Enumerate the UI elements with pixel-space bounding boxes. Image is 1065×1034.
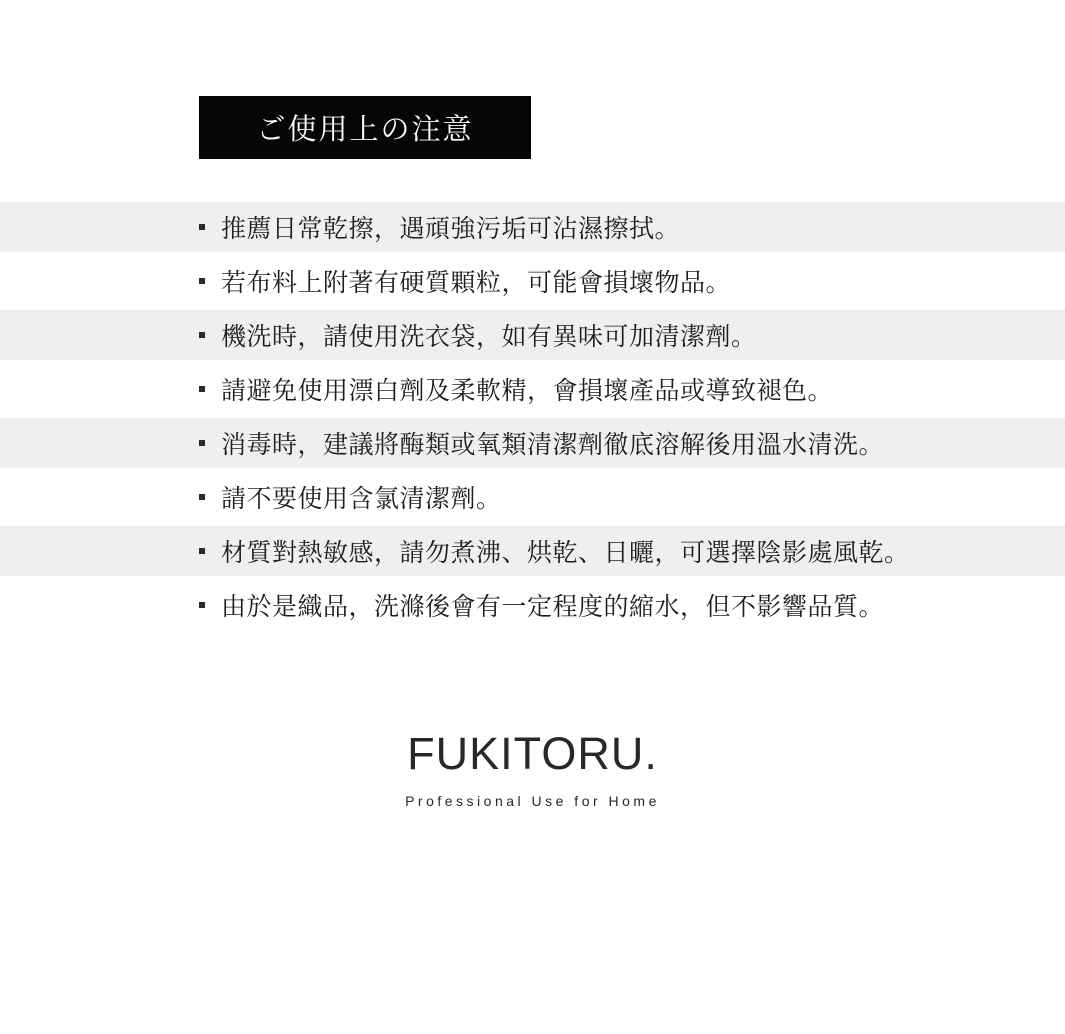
note-row <box>0 362 1065 416</box>
brand-block <box>0 729 1065 809</box>
section-title: ご使用上の注意 <box>256 114 474 146</box>
note-row <box>0 524 1065 578</box>
bullet-square-icon <box>199 494 205 500</box>
section-title-box <box>199 96 531 159</box>
note-row <box>0 308 1065 362</box>
bullet-square-icon <box>199 548 205 554</box>
note-text: 材質對熱敏感，請勿煮沸、烘乾、日曬，可選擇陰影處風乾。 <box>221 539 910 567</box>
note-row <box>0 578 1065 632</box>
note-text: 推薦日常乾擦，遇頑強污垢可沾濕擦拭。 <box>221 215 681 243</box>
note-row <box>0 416 1065 470</box>
bullet-square-icon <box>199 602 205 608</box>
note-row <box>0 254 1065 308</box>
note-row <box>0 470 1065 524</box>
bullet-square-icon <box>199 386 205 392</box>
bullet-square-icon <box>199 440 205 446</box>
brand-logo: FUKITORU. <box>407 728 658 779</box>
bullet-square-icon <box>199 224 205 230</box>
bullet-square-icon <box>199 278 205 284</box>
notes-list <box>0 200 1065 632</box>
brand-tagline: Professional Use for Home <box>405 793 660 809</box>
note-text: 若布料上附著有硬質顆粒，可能會損壞物品。 <box>221 269 732 297</box>
bullet-square-icon <box>199 332 205 338</box>
note-text: 機洗時，請使用洗衣袋，如有異味可加清潔劑。 <box>221 323 757 351</box>
note-row <box>0 200 1065 254</box>
note-text: 請不要使用含氯清潔劑。 <box>221 485 502 513</box>
note-text: 消毒時，建議將酶類或氧類清潔劑徹底溶解後用溫水清洗。 <box>221 431 885 459</box>
note-text: 由於是織品，洗滌後會有一定程度的縮水，但不影響品質。 <box>221 593 885 621</box>
note-text: 請避免使用漂白劑及柔軟精，會損壞產品或導致褪色。 <box>221 377 834 405</box>
